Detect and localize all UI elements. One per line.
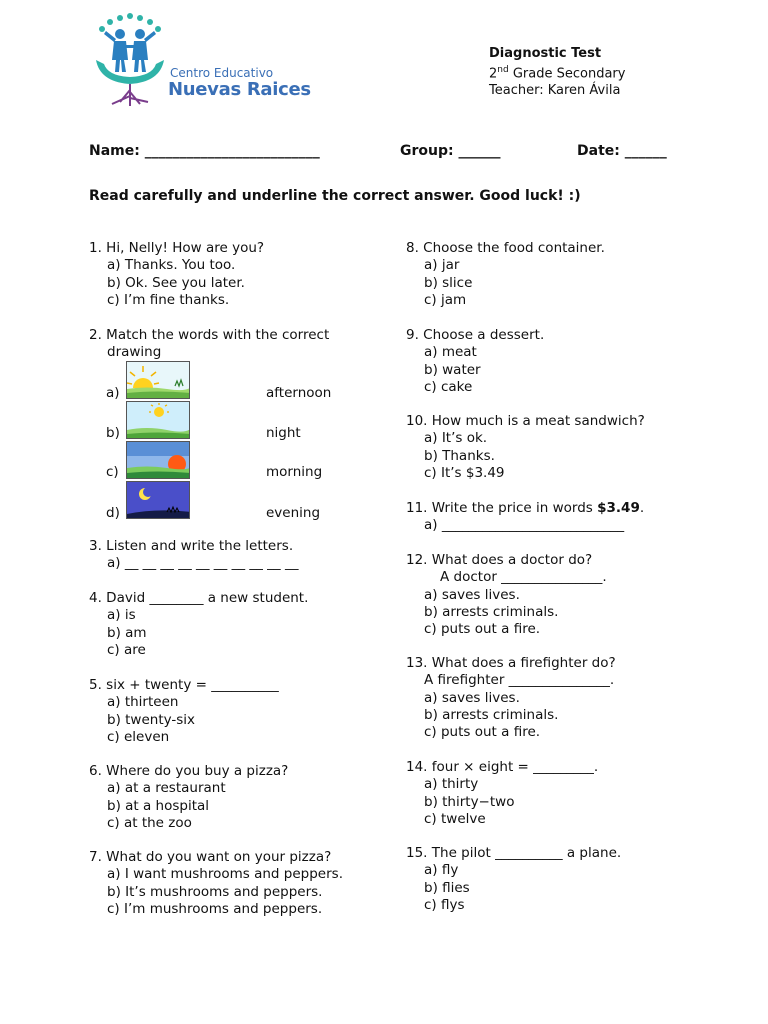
option-c[interactable]: c) cake <box>424 378 473 395</box>
question-text: 9. Choose a dessert. <box>406 327 545 343</box>
school-logo <box>90 12 311 108</box>
option-a[interactable]: a) saves lives. <box>424 689 520 706</box>
logo-emblem-icon <box>90 12 170 108</box>
question-text: 1. Hi, Nelly! How are you? <box>89 240 265 256</box>
question-9 <box>406 327 544 396</box>
question-15 <box>406 845 621 914</box>
match-label-d: d) <box>106 505 120 521</box>
option-c[interactable]: c) It’s $3.49 <box>424 464 505 481</box>
price-value: $3.49 <box>597 500 640 516</box>
question-text <box>406 500 644 517</box>
option-a[interactable]: a) jar <box>424 257 460 274</box>
option-c[interactable]: c) I’m fine thanks. <box>107 291 230 308</box>
fill-blank: A firefighter _______________. <box>424 672 615 689</box>
option-b[interactable]: b) arrests criminals. <box>424 603 559 620</box>
match-label-c: c) <box>106 464 119 480</box>
question-text: 12. What does a doctor do? <box>406 552 593 568</box>
morning-picture <box>126 361 190 399</box>
question-4 <box>89 590 308 659</box>
question-14 <box>406 759 598 828</box>
question-text: 3. Listen and write the letters. <box>89 538 294 554</box>
option-c[interactable]: c) jam <box>424 291 467 308</box>
option-c[interactable]: c) eleven <box>107 728 170 745</box>
option-b[interactable]: b) slice <box>424 274 473 291</box>
group-field[interactable]: Group: ______ <box>400 143 501 159</box>
question-5 <box>89 677 279 746</box>
match-label-b: b) <box>106 425 120 441</box>
option-b[interactable]: b) water <box>424 361 481 378</box>
night-picture <box>126 481 190 519</box>
option-a[interactable]: a) at a restaurant <box>107 780 226 797</box>
question-6 <box>89 763 288 832</box>
question-text: 13. What does a firefighter do? <box>406 655 616 671</box>
option-a[interactable]: a) is <box>107 607 136 624</box>
instructions: Read carefully and underline the correct answer. Good luck! :) <box>89 188 581 204</box>
match-word-morning: morning <box>266 464 323 480</box>
option-c[interactable]: c) twelve <box>424 810 486 827</box>
logo-line-1: Centro Educativo <box>170 66 274 80</box>
test-title: Diagnostic Test <box>489 46 602 61</box>
question-10 <box>406 413 645 482</box>
question-1 <box>89 240 264 309</box>
option-a[interactable]: a) thirteen <box>107 694 179 711</box>
grade-suffix: nd <box>497 65 509 75</box>
option-b[interactable]: b) thirty−two <box>424 793 515 810</box>
fill-blank: A doctor _______________. <box>440 569 607 586</box>
option-a[interactable]: a) I want mushrooms and peppers. <box>107 866 343 883</box>
logo-line-2: Nuevas Raices <box>168 79 311 100</box>
option-a[interactable]: a) thirty <box>424 776 479 793</box>
option-a[interactable]: a) fly <box>424 862 459 879</box>
option-c[interactable]: c) puts out a fire. <box>424 621 541 638</box>
question-end: . <box>639 500 645 516</box>
option-c[interactable]: c) puts out a fire. <box>424 724 541 741</box>
option-b[interactable]: b) Thanks. <box>424 447 495 464</box>
sunset-icon <box>127 442 190 479</box>
option-a[interactable]: a) Thanks. You too. <box>107 257 236 274</box>
match-word-night: night <box>266 425 301 441</box>
student-fields <box>89 143 679 163</box>
question-2 <box>89 327 329 362</box>
match-label-a: a) <box>106 385 120 401</box>
question-text: 8. Choose the food container. <box>406 240 605 256</box>
option-c[interactable]: c) are <box>107 641 146 658</box>
question-prompt: 11. Write the price in words <box>406 500 598 516</box>
option-b[interactable]: b) arrests criminals. <box>424 706 559 723</box>
option-b[interactable]: b) twenty-six <box>107 711 196 728</box>
question-11 <box>406 500 644 535</box>
grade-line <box>489 62 625 82</box>
teacher-name: Teacher: Karen Ávila <box>489 83 621 99</box>
sun-icon <box>127 402 190 439</box>
option-b[interactable]: b) am <box>107 624 147 641</box>
test-header <box>489 45 625 99</box>
question-text: 7. What do you want on your pizza? <box>89 849 332 865</box>
question-13 <box>406 655 616 741</box>
question-text: 2. Match the words with the correct <box>89 327 330 343</box>
option-c[interactable]: c) at the zoo <box>107 814 192 831</box>
option-b[interactable]: b) Ok. See you later. <box>107 274 245 291</box>
option-a[interactable]: a) It’s ok. <box>424 430 488 447</box>
name-field[interactable]: Name: _________________________ <box>89 143 320 159</box>
question-8 <box>406 240 605 309</box>
afternoon-picture <box>126 401 190 439</box>
question-text: 15. The pilot __________ a plane. <box>406 845 622 861</box>
option-b[interactable]: b) flies <box>424 879 470 896</box>
option-a[interactable]: a) saves lives. <box>424 586 520 603</box>
date-field[interactable]: Date: ______ <box>577 143 667 159</box>
question-text: 6. Where do you buy a pizza? <box>89 763 289 779</box>
question-7 <box>89 849 343 918</box>
question-text: 14. four × eight = _________. <box>406 759 599 775</box>
grade-number: 2 <box>489 66 498 82</box>
grade-text: Grade Secondary <box>508 66 626 82</box>
match-word-evening: evening <box>266 505 321 521</box>
option-b[interactable]: b) at a hospital <box>107 797 210 814</box>
question-text: 5. six + twenty = __________ <box>89 677 279 693</box>
option-c[interactable]: c) I’m mushrooms and peppers. <box>107 900 323 917</box>
answer-line[interactable]: a) ___________________________ <box>424 517 625 534</box>
answer-line[interactable]: a) __ __ __ __ __ __ __ __ __ __ <box>107 555 299 572</box>
question-text: 4. David ________ a new student. <box>89 590 309 606</box>
option-c[interactable]: c) flys <box>424 896 465 913</box>
question-text: 10. How much is a meat sandwich? <box>406 413 645 429</box>
moon-icon <box>127 482 190 519</box>
question-text-cont: drawing <box>107 344 162 361</box>
option-b[interactable]: b) It’s mushrooms and peppers. <box>107 883 323 900</box>
match-word-afternoon: afternoon <box>266 385 332 401</box>
question-3 <box>89 538 298 573</box>
option-a[interactable]: a) meat <box>424 344 477 361</box>
question-12 <box>406 552 607 638</box>
evening-picture <box>126 441 190 479</box>
sunrise-icon <box>127 362 190 399</box>
